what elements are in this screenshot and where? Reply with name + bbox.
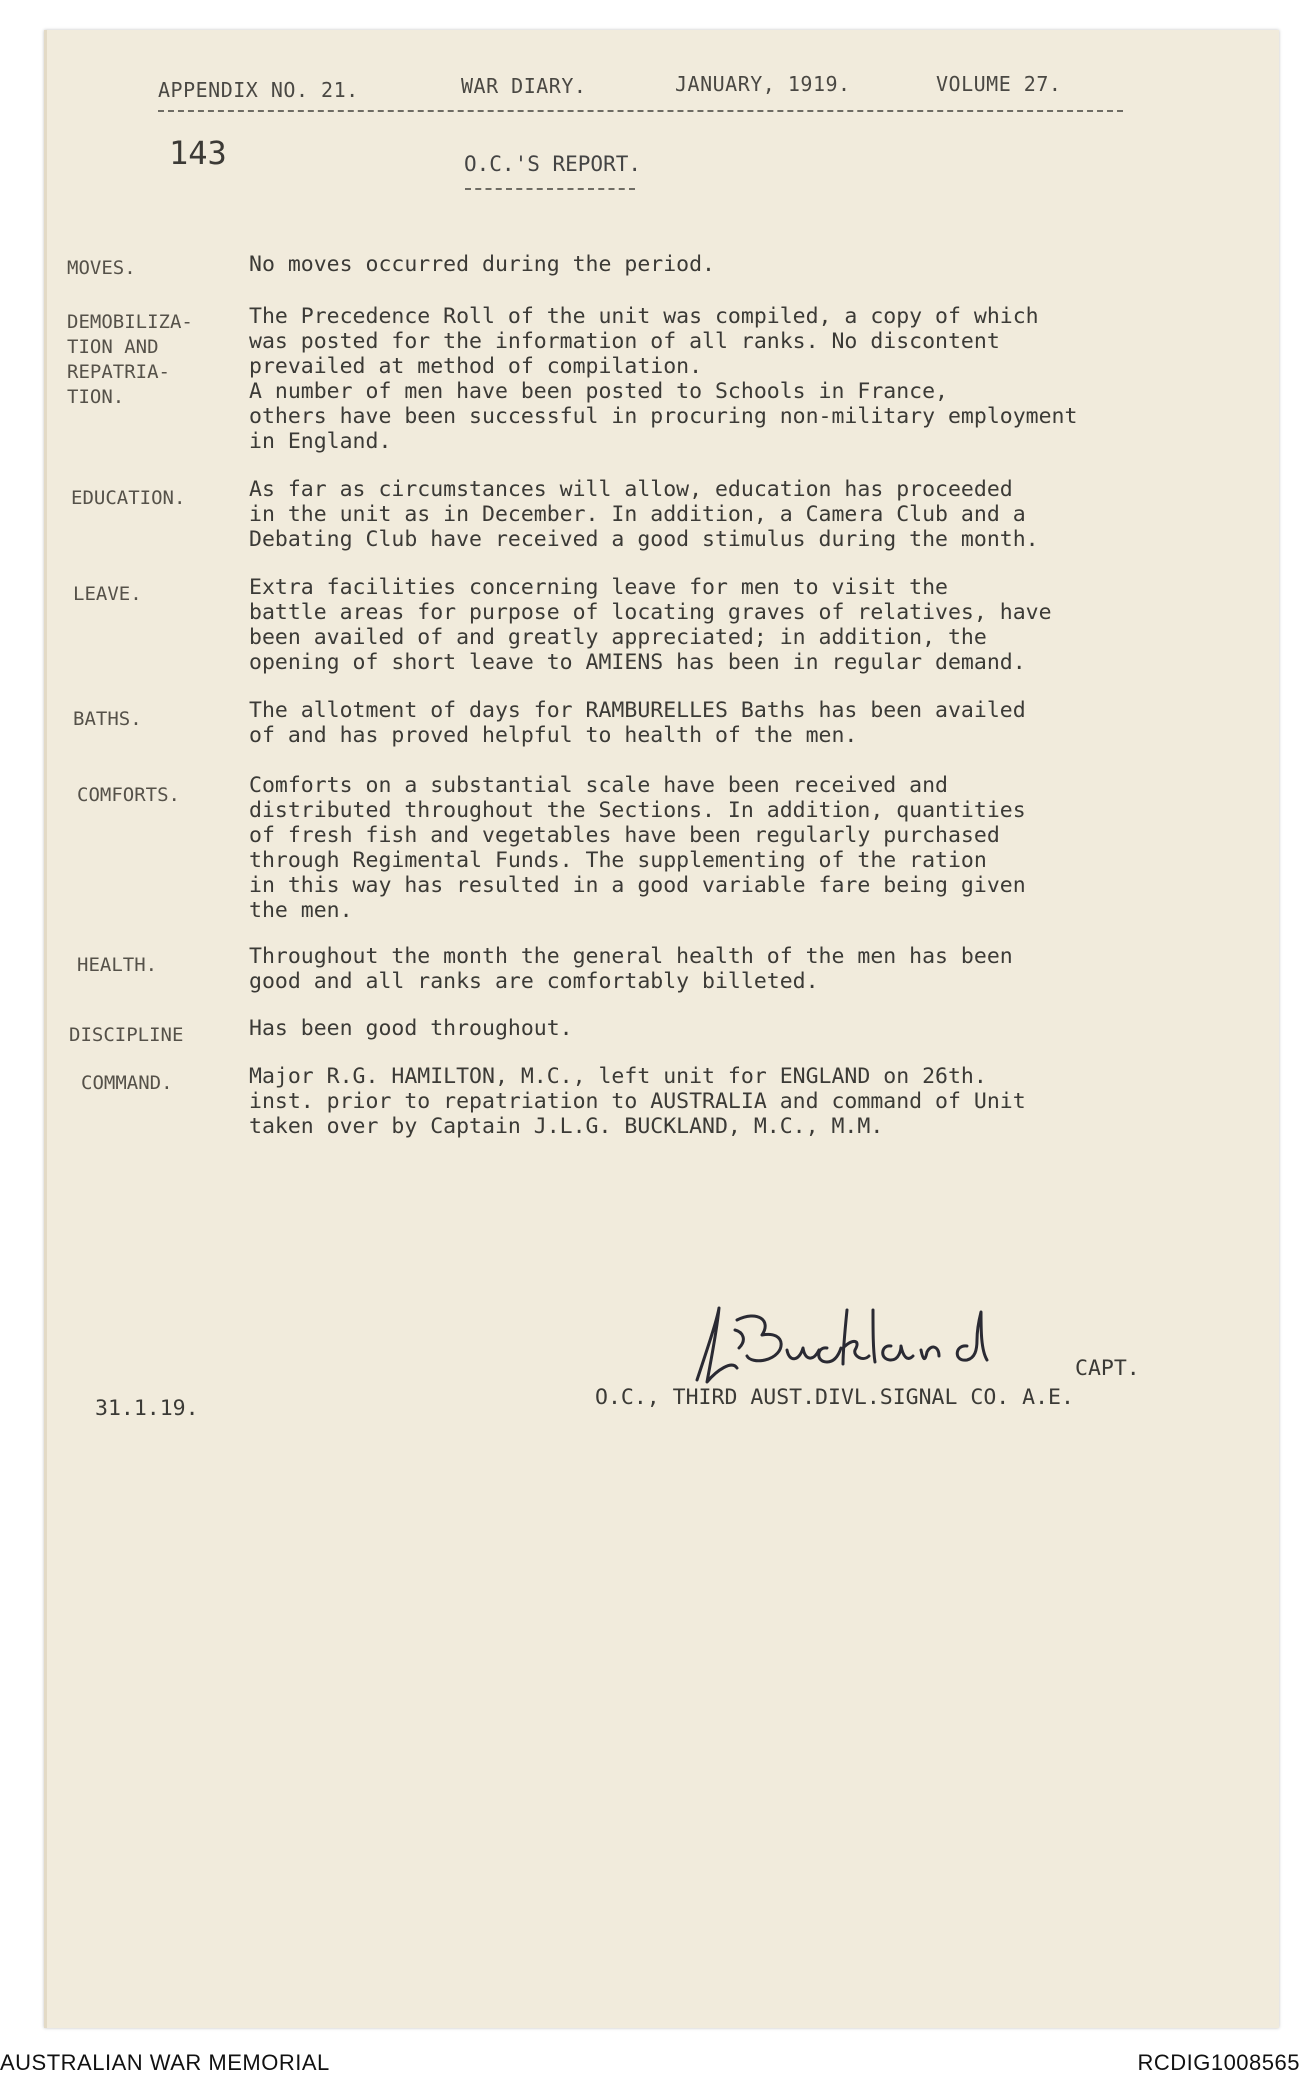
- signature-rank: CAPT.: [1075, 1356, 1140, 1381]
- report-title: O.C.'S REPORT.: [464, 152, 642, 176]
- section-label-demobilization: DEMOBILIZA- TION AND REPATRIA- TION.: [67, 311, 193, 408]
- section-text-moves: No moves occurred during the period.: [249, 252, 715, 277]
- section-text-leave: Extra facilities concerning leave for men to visit the battle areas for purpose of locating graves of relatives, have been availed of and greatly appreciated; in addition, the opening of short leave to AMIENS has been in regular demand.: [249, 575, 1052, 675]
- section-label-health: HEALTH.: [77, 954, 158, 976]
- section-text-command: Major R.G. HAMILTON, M.C., left unit for ENGLAND on 26th. inst. prior to repatriation to AUSTRALIA and command of Unit taken over by Captain J.L.G. BUCKLAND, M.C., M.M.: [249, 1064, 1026, 1139]
- header-war-diary: WAR DIARY.: [461, 74, 587, 98]
- footer-institution: AUSTRALIAN WAR MEMORIAL: [0, 2050, 330, 2075]
- section-text-comforts: Comforts on a substantial scale have been received and distributed throughout the Sections. In addition, quantities of fresh fish and vegetables have been regularly purchased through Regimental Funds. The supplementing of the ration in this way has resulted in a good variable fare being given the men.: [249, 773, 1026, 923]
- header-month: JANUARY, 1919.: [675, 72, 851, 96]
- section-label-baths: BATHS.: [73, 708, 142, 730]
- header-rule: [158, 110, 1123, 112]
- section-label-moves: MOVES.: [67, 257, 136, 279]
- section-label-comforts: COMFORTS.: [77, 784, 180, 806]
- title-underline: [465, 188, 635, 190]
- footer-record-id: RCDIG1008565: [1137, 2050, 1300, 2075]
- section-label-command: COMMAND.: [81, 1072, 173, 1094]
- section-text-health: Throughout the month the general health of the men has been good and all ranks are comfortably billeted.: [249, 944, 1013, 994]
- signature-unit: O.C., THIRD AUST.DIVL.SIGNAL CO. A.E.: [595, 1385, 1074, 1410]
- section-label-education: EDUCATION.: [71, 487, 186, 509]
- section-label-discipline: DISCIPLINE: [69, 1024, 184, 1046]
- folio-number: 143: [169, 134, 227, 172]
- section-text-demobilization: The Precedence Roll of the unit was compiled, a copy of which was posted for the information of all ranks. No discontent prevailed at method of compilation. A number of men have been posted to Schools in France, others have been successful in procuring non-military employment in England.: [249, 304, 1078, 454]
- handwritten-signature: [677, 1290, 1057, 1400]
- section-text-discipline: Has been good throughout.: [249, 1016, 573, 1041]
- section-label-leave: LEAVE.: [73, 583, 142, 605]
- report-date: 31.1.19.: [95, 1396, 199, 1421]
- document-sheet: [44, 30, 1279, 2028]
- header-appendix: APPENDIX NO. 21.: [158, 78, 359, 102]
- section-text-baths: The allotment of days for RAMBURELLES Baths has been availed of and has proved helpful to health of the men.: [249, 698, 1026, 748]
- section-text-education: As far as circumstances will allow, education has proceeded in the unit as in December. In addition, a Camera Club and a Debating Club have received a good stimulus during the month.: [249, 477, 1039, 552]
- header-volume: VOLUME 27.: [936, 72, 1062, 96]
